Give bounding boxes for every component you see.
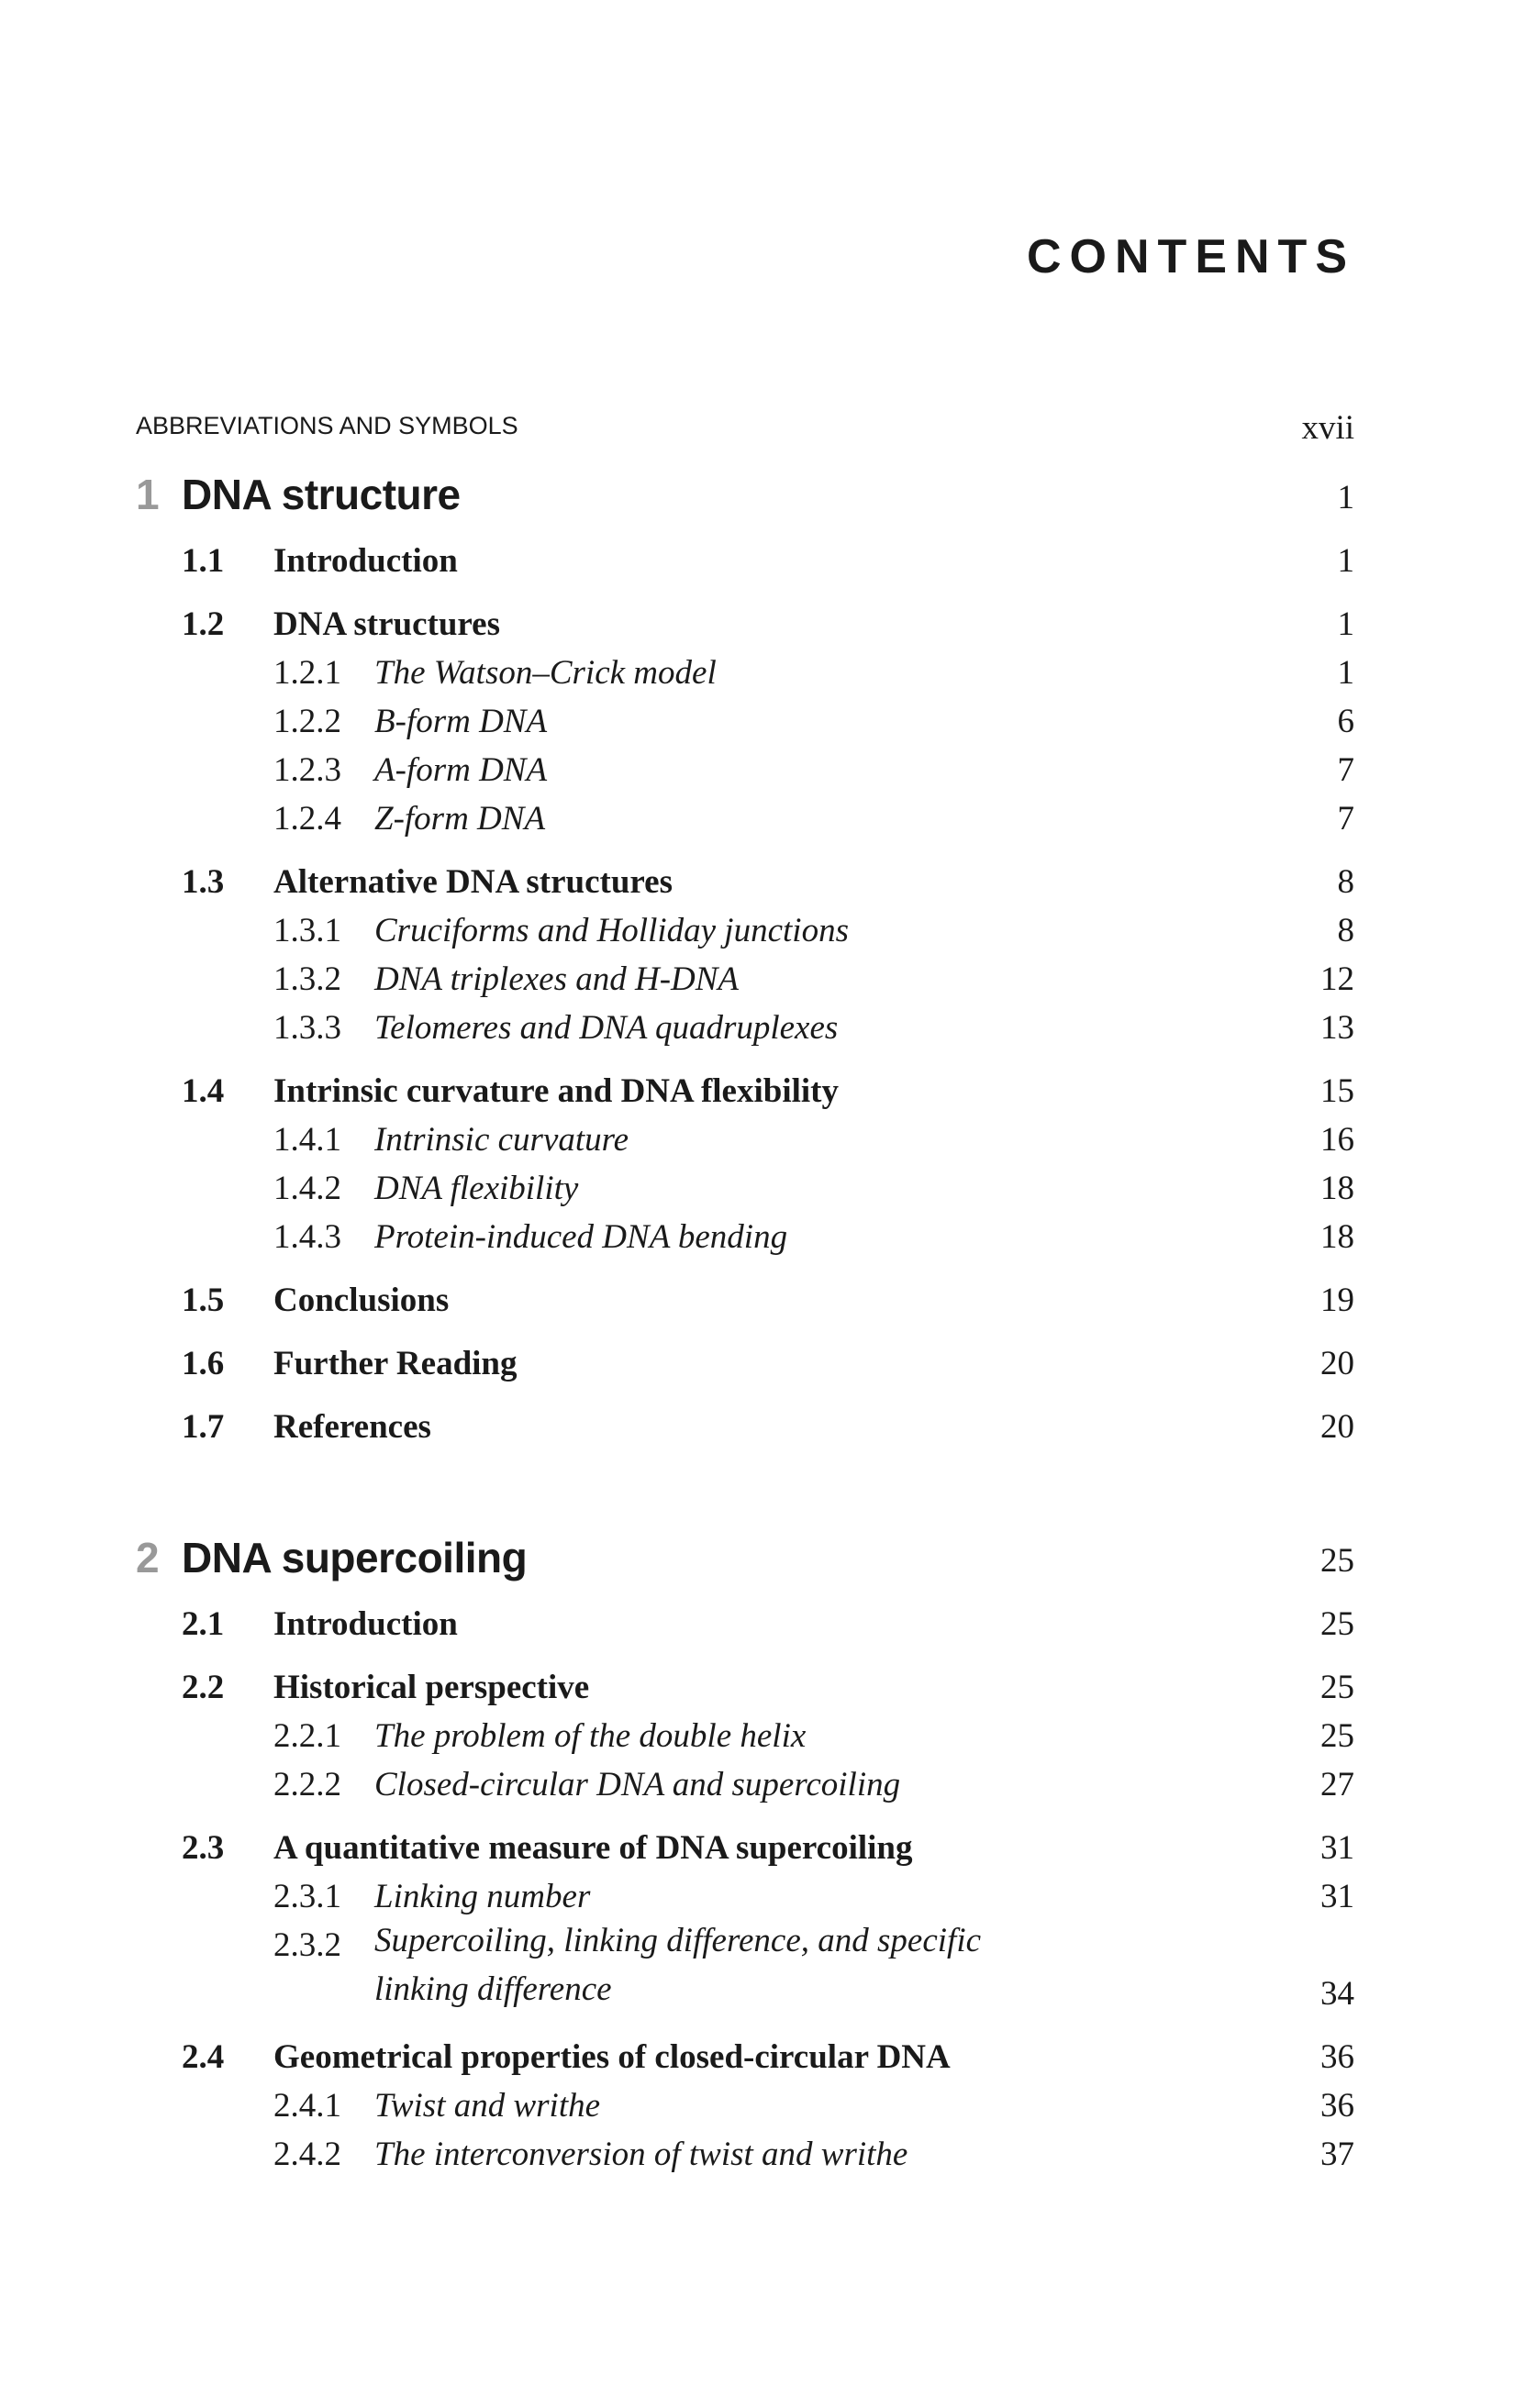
section-number: 1.5	[182, 1282, 225, 1319]
subsection-number: 1.2.4	[273, 800, 341, 838]
subsection-number: 2.3.1	[273, 1878, 341, 1915]
subsection-title: A-form DNA	[374, 751, 548, 789]
subsection-number: 1.3.3	[273, 1009, 341, 1047]
section-number: 1.4	[182, 1072, 225, 1110]
section-title: References	[273, 1408, 431, 1446]
section-number: 1.2	[182, 605, 225, 643]
subsection-number: 1.2.3	[273, 751, 341, 789]
subsection-page: 18	[1320, 1218, 1354, 1256]
subsection-number: 1.3.2	[273, 960, 341, 998]
toc-section-2-4[interactable]	[136, 2021, 1354, 2084]
chapter-list	[136, 448, 1354, 2181]
subsection-title: The interconversion of twist and writhe	[374, 2136, 908, 2173]
toc-subsection-1-3-1[interactable]	[136, 909, 1354, 958]
section-number: 1.6	[182, 1345, 225, 1382]
subsection-title: Protein-induced DNA bending	[374, 1218, 788, 1256]
toc-subsection-1-3-3[interactable]	[136, 1006, 1354, 1055]
toc-subsection-2-4-1[interactable]	[136, 2084, 1354, 2133]
subsection-page: 7	[1337, 751, 1354, 789]
section-page: 19	[1320, 1282, 1354, 1319]
toc-subsection-1-2-3[interactable]	[136, 749, 1354, 797]
toc-subsection-1-4-1[interactable]	[136, 1118, 1354, 1167]
subsection-page: 37	[1320, 2136, 1354, 2173]
section-number: 1.1	[182, 542, 225, 580]
toc-section-2-1[interactable]	[136, 1588, 1354, 1651]
entry-page: xvii	[1301, 409, 1354, 447]
subsection-title: Twist and writhe	[374, 2087, 601, 2125]
section-number: 1.3	[182, 863, 225, 901]
toc-section-1-5[interactable]	[136, 1264, 1354, 1327]
toc-subsection-2-2-1[interactable]	[136, 1714, 1354, 1763]
subsection-number: 1.4.1	[273, 1121, 341, 1159]
section-title: Introduction	[273, 1605, 458, 1643]
toc-subsection-1-4-3[interactable]	[136, 1215, 1354, 1264]
subsection-page: 31	[1320, 1878, 1354, 1915]
subsection-title: DNA triplexes and H-DNA	[374, 960, 740, 998]
subsection-title: The problem of the double helix	[374, 1717, 807, 1755]
toc-section-2-3[interactable]	[136, 1812, 1354, 1875]
subsection-number: 1.3.1	[273, 912, 341, 949]
subsection-page: 34	[1320, 1975, 1354, 2013]
toc-subsection-1-3-2[interactable]	[136, 958, 1354, 1006]
toc-subsection-1-2-2[interactable]	[136, 700, 1354, 749]
toc-section-2-2[interactable]	[136, 1651, 1354, 1714]
subsection-number: 1.4.3	[273, 1218, 341, 1256]
subsection-number: 1.2.1	[273, 654, 341, 692]
section-page: 1	[1337, 542, 1354, 580]
section-title: Geometrical properties of closed-circular DNA	[273, 2038, 951, 2076]
section-page: 1	[1337, 605, 1354, 643]
section-page: 8	[1337, 863, 1354, 901]
subsection-number: 2.3.2	[273, 1926, 341, 1964]
subsection-number: 2.4.2	[273, 2136, 341, 2173]
subsection-page: 27	[1320, 1766, 1354, 1803]
toc-subsection-1-2-1[interactable]	[136, 651, 1354, 700]
section-title: Introduction	[273, 542, 458, 580]
section-title: Conclusions	[273, 1282, 450, 1319]
chapter-number: 1	[136, 471, 160, 518]
subsection-title: Cruciforms and Holliday junctions	[374, 912, 849, 949]
subsection-title: Closed-circular DNA and supercoiling	[374, 1766, 901, 1803]
chapter-page: 25	[1320, 1542, 1354, 1580]
subsection-number: 1.4.2	[273, 1170, 341, 1207]
chapter-title: DNA structure	[182, 471, 461, 518]
section-title: Historical perspective	[273, 1669, 590, 1706]
section-title: Intrinsic curvature and DNA flexibility	[273, 1072, 839, 1110]
subsection-number: 2.2.2	[273, 1766, 341, 1803]
subsection-page: 36	[1320, 2087, 1354, 2125]
subsection-page: 8	[1337, 912, 1354, 949]
toc-subsection-2-2-2[interactable]	[136, 1763, 1354, 1812]
chapter-page: 1	[1337, 479, 1354, 516]
subsection-title: The Watson–Crick model	[374, 654, 717, 692]
toc-chapter-2[interactable]	[136, 1511, 1354, 1588]
chapter-number: 2	[136, 1534, 160, 1581]
subsection-title: Linking number	[374, 1878, 591, 1915]
table-of-contents	[136, 376, 1354, 2181]
section-title: Further Reading	[273, 1345, 518, 1382]
toc-section-1-3[interactable]	[136, 846, 1354, 909]
subsection-title-line-2: linking difference	[374, 1970, 612, 2008]
subsection-page: 7	[1337, 800, 1354, 838]
section-page: 31	[1320, 1829, 1354, 1867]
subsection-number: 2.4.1	[273, 2087, 341, 2125]
subsection-page: 13	[1320, 1009, 1354, 1047]
toc-section-1-4[interactable]	[136, 1055, 1354, 1118]
section-page: 20	[1320, 1408, 1354, 1446]
entry-label: ABBREVIATIONS AND SYMBOLS	[136, 412, 518, 439]
subsection-title: B-form DNA	[374, 703, 548, 740]
subsection-title: Telomeres and DNA quadruplexes	[374, 1009, 839, 1047]
subsection-page: 18	[1320, 1170, 1354, 1207]
toc-chapter-1[interactable]	[136, 448, 1354, 525]
section-title: A quantitative measure of DNA supercoiling	[273, 1829, 913, 1867]
toc-subsection-1-2-4[interactable]	[136, 797, 1354, 846]
section-number: 2.3	[182, 1829, 225, 1867]
section-page: 25	[1320, 1605, 1354, 1643]
subsection-title: Intrinsic curvature	[374, 1121, 629, 1159]
section-title: DNA structures	[273, 605, 500, 643]
toc-entry-abbreviations[interactable]	[136, 376, 1354, 448]
chapter-spacer	[136, 1454, 1354, 1511]
subsection-number: 2.2.1	[273, 1717, 341, 1755]
toc-section-1-6[interactable]	[136, 1327, 1354, 1391]
toc-subsection-2-4-2[interactable]	[136, 2133, 1354, 2181]
subsection-page: 12	[1320, 960, 1354, 998]
section-number: 2.4	[182, 2038, 225, 2076]
toc-section-1-1[interactable]	[136, 525, 1354, 588]
subsection-number: 1.2.2	[273, 703, 341, 740]
section-number: 2.2	[182, 1669, 225, 1706]
section-number: 2.1	[182, 1605, 225, 1643]
page-title: CONTENTS	[1027, 230, 1355, 283]
section-number: 1.7	[182, 1408, 225, 1446]
toc-section-1-7[interactable]	[136, 1391, 1354, 1454]
subsection-page: 25	[1320, 1717, 1354, 1755]
subsection-title	[374, 1916, 981, 2014]
subsection-page: 16	[1320, 1121, 1354, 1159]
section-page: 36	[1320, 2038, 1354, 2076]
subsection-title: DNA flexibility	[374, 1170, 579, 1207]
chapter-title: DNA supercoiling	[182, 1534, 528, 1581]
subsection-title: Z-form DNA	[374, 800, 546, 838]
section-title: Alternative DNA structures	[273, 863, 674, 901]
toc-section-1-2[interactable]	[136, 588, 1354, 651]
toc-subsection-2-3-2[interactable]	[136, 1924, 1354, 2021]
toc-subsection-1-4-2[interactable]	[136, 1167, 1354, 1215]
section-page: 15	[1320, 1072, 1354, 1110]
section-page: 25	[1320, 1669, 1354, 1706]
subsection-title-line-1: Supercoiling, linking difference, and specific	[374, 1922, 982, 1959]
subsection-page: 1	[1337, 654, 1354, 692]
subsection-page: 6	[1337, 703, 1354, 740]
section-page: 20	[1320, 1345, 1354, 1382]
